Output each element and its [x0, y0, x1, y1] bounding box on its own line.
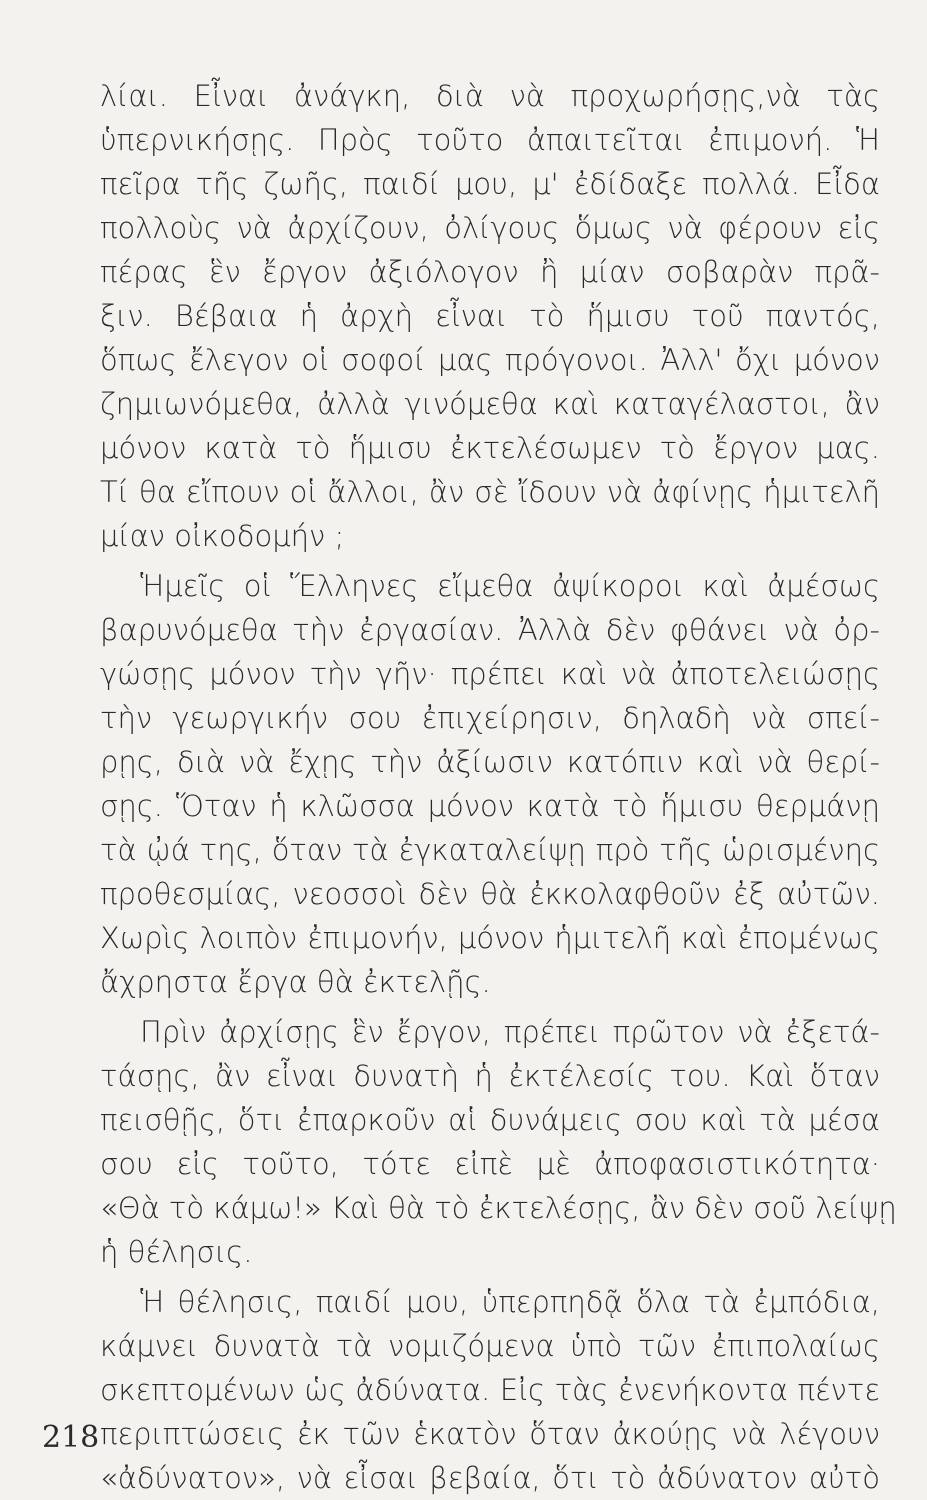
text-line: Ἡ θέλησις, παιδί μου, ὑπερπηδᾷ ὅλα τὰ ἐμπόδια, — [140, 1285, 880, 1319]
text-line: πεῖρα τῆς ζωῆς, παιδί μου, μ' ἐδίδαξε πολλά. Εἶδα — [100, 167, 880, 201]
text-line: μόνον κατὰ τὸ ἥμισυ ἐκτελέσωμεν τὸ ἔργον μας. — [100, 431, 880, 465]
text-line: Χωρὶς λοιπὸν ἐπιμονήν, μόνον ἡμιτελῆ καὶ ἐπομένως — [100, 921, 880, 955]
text-line: περιπτώσεις ἐκ τῶν ἑκατὸν ὅταν ἀκούῃς νὰ λέγουν — [100, 1417, 880, 1451]
text-line: «ἀδύνατον», νὰ εἶσαι βεβαία, ὅτι τὸ ἀδύνατον αὐτὸ — [100, 1461, 880, 1495]
text-line: τὴν γεωργικήν σου ἐπιχείρησιν, δηλαδὴ νὰ σπεί- — [100, 701, 880, 735]
text-line: Πρὶν ἀρχίσῃς ἓν ἔργον, πρέπει πρῶτον νὰ ἐξετά- — [140, 1015, 880, 1049]
text-line: ξιν. Βέβαια ἡ ἀρχὴ εἶναι τὸ ἥμισυ τοῦ παντός, — [100, 299, 880, 333]
text-line: πολλοὺς νὰ ἀρχίζουν, ὀλίγους ὅμως νὰ φέρουν εἰς — [100, 211, 880, 245]
page-number: 218 — [42, 1420, 100, 1455]
text-line: ρῃς, διὰ νὰ ἔχῃς τὴν ἀξίωσιν κατόπιν καὶ νὰ θερί- — [100, 745, 880, 779]
text-line: Ἡμεῖς οἱ Ἕλληνες εἴμεθα ἀψίκοροι καὶ ἀμέσως — [140, 569, 880, 603]
text-line: βαρυνόμεθα τὴν ἐργασίαν. Ἀλλὰ δὲν φθάνει νὰ ὀρ- — [100, 613, 880, 647]
text-line: γώσῃς μόνον τὴν γῆν· πρέπει καὶ νὰ ἀποτελειώσῃς — [100, 657, 880, 691]
text-line: ζημιωνόμεθα, ἀλλὰ γινόμεθα καὶ καταγέλαστοι, ἂν — [100, 387, 880, 421]
text-line: μίαν οἰκοδομήν ; — [100, 519, 345, 553]
text-line: «Θὰ τὸ κάμω!» Καὶ θὰ τὸ ἐκτελέσῃς, ἂν δὲν σοῦ λείψῃ — [100, 1191, 897, 1225]
text-line: σῃς. Ὅταν ἡ κλῶσσα μόνον κατὰ τὸ ἥμισυ θερμάνῃ — [100, 789, 880, 823]
text-line: ἄχρηστα ἔργα θὰ ἐκτελῇς. — [100, 965, 491, 999]
text-line: τὰ ᾠά της, ὅταν τὰ ἐγκαταλείψῃ πρὸ τῆς ὡρισμένης — [100, 833, 880, 867]
text-line: προθεσμίας, νεοσσοὶ δὲν θὰ ἐκκολαφθοῦν ἐξ αὐτῶν. — [100, 877, 880, 911]
text-line: σκεπτομένων ὡς ἀδύνατα. Εἰς τὰς ἐνενήκοντα πέντε — [100, 1373, 880, 1407]
text-line: κάμνει δυνατὰ τὰ νομιζόμενα ὑπὸ τῶν ἐπιπολαίως — [100, 1329, 880, 1363]
text-line: Τί θα εἴπουν οἱ ἄλλοι, ἂν σὲ ἴδουν νὰ ἀφίνῃς ἡμιτελῆ — [100, 475, 880, 509]
text-line: τάσῃς, ἂν εἶναι δυνατὴ ἡ ἐκτέλεσίς του. Καὶ ὅταν — [100, 1059, 880, 1093]
text-line: ἡ θέλησις. — [100, 1235, 253, 1269]
text-line: ὅπως ἔλεγον οἱ σοφοί μας πρόγονοι. Ἀλλ' ὄχι μόνον — [100, 343, 880, 377]
text-line: ὑπερνικήσῃς. Πρὸς τοῦτο ἀπαιτεῖται ἐπιμονή. Ἡ — [100, 123, 880, 157]
text-line: πεισθῇς, ὅτι ἐπαρκοῦν αἱ δυνάμεις σου καὶ τὰ μέσα — [100, 1103, 880, 1137]
text-line: πέρας ἓν ἔργον ἀξιόλογον ἢ μίαν σοβαρὰν πρᾶ- — [100, 255, 880, 289]
text-line: σου εἰς τοῦτο, τότε εἰπὲ μὲ ἀποφασιστικότητα· — [100, 1147, 880, 1181]
text-line: λίαι. Εἶναι ἀνάγκη, διὰ νὰ προχωρήσῃς,νὰ τὰς — [100, 79, 880, 113]
